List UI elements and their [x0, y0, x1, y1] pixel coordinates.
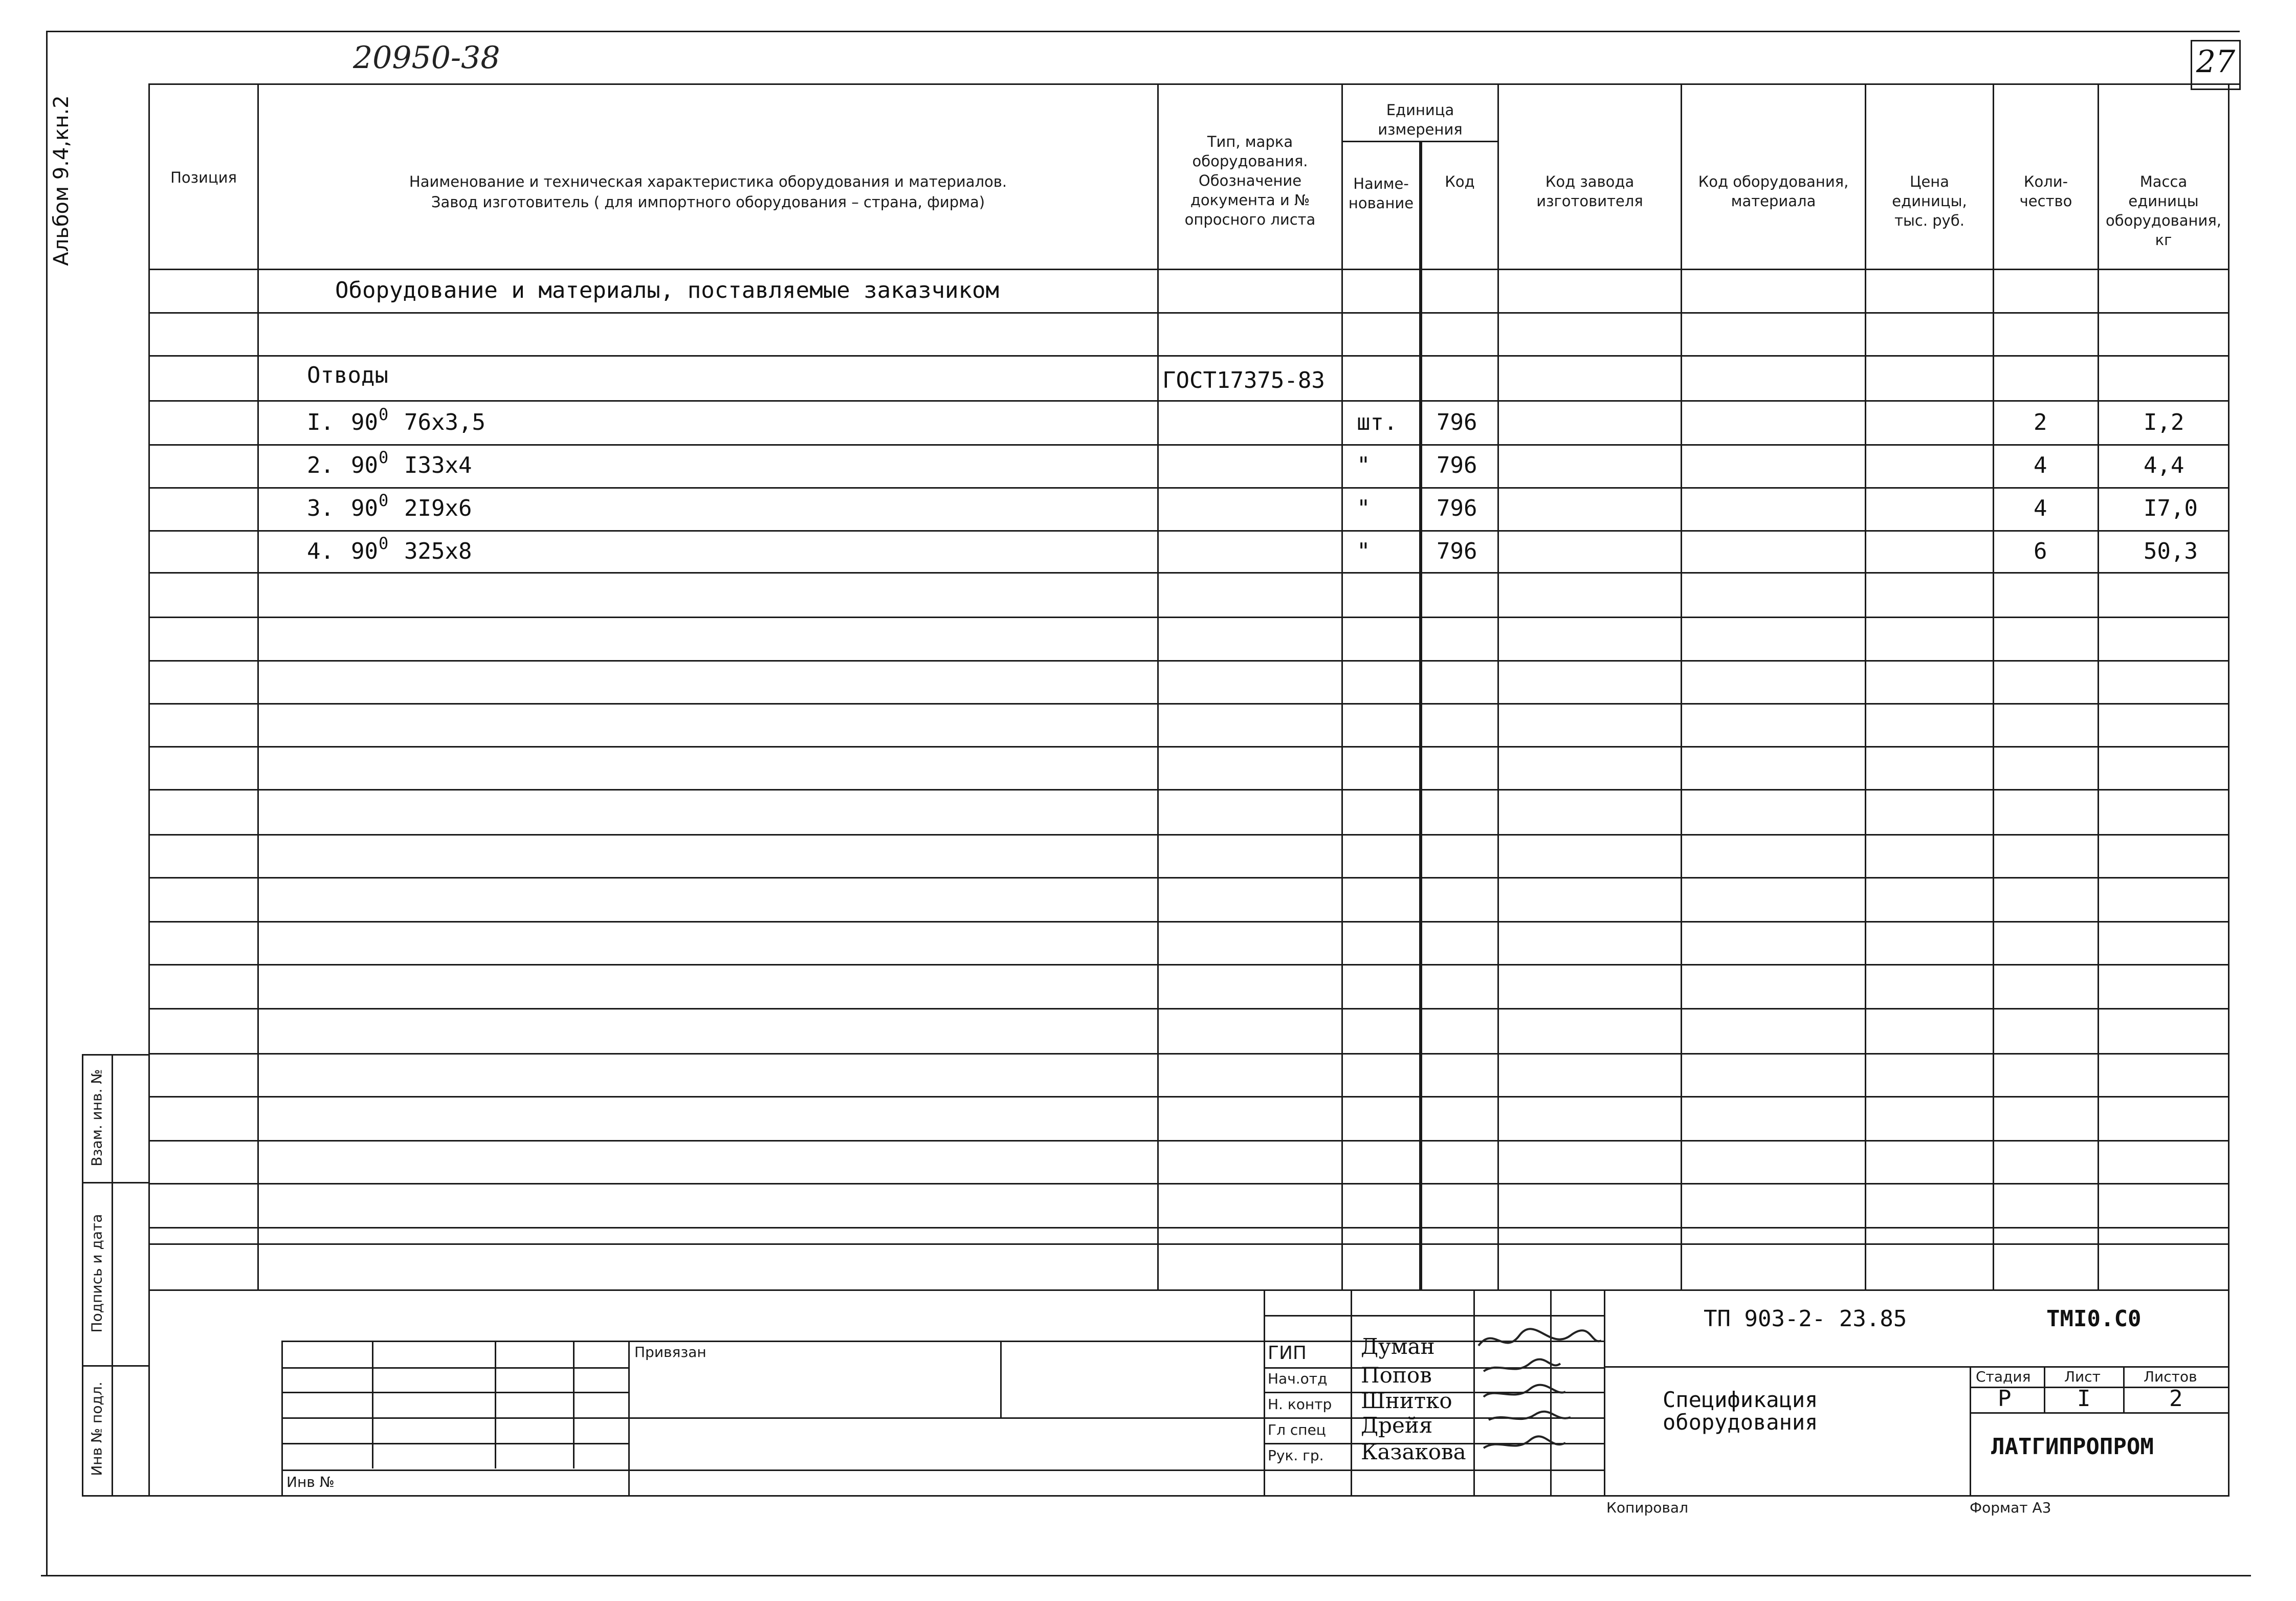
privyazan-line	[281, 1341, 1266, 1342]
row-angle: 90	[351, 495, 378, 521]
frame-bottom-line	[41, 1575, 2251, 1576]
header-price	[1866, 172, 1993, 230]
row-quantity: 6	[2034, 538, 2047, 564]
row-unit: шт.	[1357, 409, 1398, 435]
header-mass	[2099, 172, 2228, 250]
header-plant-code-line: Код завода	[1545, 173, 1635, 190]
header-type-line: опросного листа	[1184, 211, 1316, 228]
header-mass-line: Масса	[2139, 173, 2188, 190]
stage-col-line	[2123, 1366, 2125, 1412]
format-label: Формат А3	[1970, 1499, 2051, 1516]
inv-no-label: Инв №	[286, 1474, 335, 1490]
row-quantity: 4	[2034, 452, 2047, 478]
signatures	[1473, 1315, 1606, 1494]
table-row-line	[148, 530, 2229, 532]
album-label: Альбом 9.4,кн.2	[50, 95, 73, 266]
col-line-position	[257, 83, 259, 1291]
header-plant-code	[1499, 172, 1681, 211]
doc-code: ТП 903-2- 23.85	[1704, 1306, 1907, 1332]
header-unit-group-line: Единица	[1386, 101, 1454, 119]
header-price-line: Цена	[1909, 173, 1950, 190]
table-row-line	[148, 312, 2229, 314]
row-size: 2I9x6	[404, 495, 472, 521]
table-row-line	[148, 1183, 2229, 1185]
doc-title-line2: оборудования	[1663, 1410, 1818, 1435]
row-unit: "	[1357, 538, 1371, 564]
row-degree: 0	[379, 491, 389, 510]
name-shnitko: Шнитко	[1361, 1388, 1452, 1413]
table-row-line	[148, 572, 2229, 574]
row-unit: "	[1357, 452, 1371, 478]
role-nach-otd: Нач.отд	[1268, 1370, 1328, 1387]
stage-block-left-line	[1970, 1366, 1971, 1495]
header-equipment-code	[1682, 172, 1865, 211]
name-duman: Думан	[1361, 1334, 1435, 1359]
side-stamp-mid-line	[112, 1054, 113, 1495]
frame-left-line	[46, 31, 48, 1576]
row-angle: 90	[351, 452, 378, 478]
col-line-type	[1341, 83, 1343, 1291]
privyazan-line	[281, 1470, 1266, 1471]
row-mass: 4,4	[2144, 452, 2184, 478]
table-row-line	[148, 660, 2229, 662]
table-top-line	[148, 83, 2241, 85]
stage-col-line	[2044, 1366, 2045, 1412]
row-mass: 50,3	[2144, 538, 2198, 564]
header-name-line2: Завод изготовитель ( для импортного оборудования – страна, фирма)	[431, 193, 985, 211]
table-row-line	[148, 487, 2229, 489]
title-block-top-line	[148, 1289, 2229, 1291]
header-plant-code-line: изготовителя	[1536, 192, 1643, 210]
role-ruk-gr: Рук. гр.	[1268, 1447, 1324, 1464]
bottom-border-line	[82, 1495, 2229, 1497]
table-row-line	[148, 746, 2229, 748]
name-kazakova: Казакова	[1361, 1439, 1466, 1464]
row-code: 796	[1437, 538, 1477, 564]
header-equipment-code-line: материала	[1731, 192, 1816, 210]
header-unit-code: Код	[1445, 173, 1475, 190]
signature-mark	[1489, 1412, 1571, 1420]
header-bottom-line	[148, 269, 2229, 270]
row-size: 325x8	[404, 538, 472, 564]
row-mass: I7,0	[2144, 495, 2198, 521]
signature-mark	[1484, 1359, 1560, 1371]
table-row-line	[148, 355, 2229, 357]
header-quantity	[1994, 172, 2098, 211]
table-row-line	[148, 703, 2229, 705]
sheet-number: 27	[2196, 44, 2236, 80]
doc-title-line1: Спецификация	[1663, 1387, 1818, 1412]
header-type	[1159, 132, 1341, 229]
side-label-inv-podl: Инв № подл.	[88, 1381, 105, 1476]
header-quantity-line: чество	[2019, 192, 2072, 210]
row-number: 3.	[307, 495, 334, 521]
privyazan-line	[281, 1417, 1266, 1419]
side-stamp-sep-line	[82, 1182, 150, 1183]
table-row-line	[148, 1243, 2229, 1245]
header-unit-name-line: нование	[1348, 194, 1414, 212]
privyazan-col	[573, 1341, 575, 1468]
header-price-line: единицы,	[1892, 192, 1967, 210]
privyazan-col	[1000, 1341, 1002, 1417]
header-type-line: документа и №	[1190, 191, 1310, 209]
table-row-line	[148, 834, 2229, 836]
inventory-number: 20950-38	[353, 40, 500, 76]
header-mass-line: кг	[2155, 231, 2172, 249]
row-degree: 0	[379, 534, 389, 553]
row-number: 2.	[307, 452, 334, 478]
role-gip: ГИП	[1268, 1343, 1307, 1364]
privyazan-col	[628, 1341, 630, 1495]
sheets-value: 2	[2169, 1386, 2183, 1412]
row-unit: "	[1357, 495, 1371, 521]
row-quantity: 2	[2034, 409, 2047, 435]
row-angle: 90	[351, 538, 378, 564]
row-angle: 90	[351, 409, 378, 435]
name-dreyya: Дрейя	[1361, 1413, 1433, 1438]
header-price-line: тыс. руб.	[1894, 212, 1964, 229]
table-row-line	[148, 921, 2229, 923]
table-row-line	[148, 1008, 2229, 1010]
col-line-equipment	[1865, 83, 1866, 1291]
header-type-line: Обозначение	[1198, 172, 1302, 189]
table-row-line	[148, 789, 2229, 791]
signature-mark	[1484, 1385, 1565, 1397]
row-code: 796	[1437, 452, 1477, 478]
row-code: 796	[1437, 495, 1477, 521]
frame-top-line	[46, 31, 2240, 32]
privyazan-col	[281, 1341, 283, 1495]
privyazan-line	[281, 1392, 629, 1393]
table-row-line	[148, 964, 2229, 966]
role-n-kontr: Н. контр	[1268, 1396, 1332, 1413]
row-degree: 0	[379, 405, 389, 424]
doc-mark: ТМI0.С0	[2046, 1306, 2142, 1332]
header-quantity-line: Коли-	[2023, 173, 2068, 190]
privyazan-col	[372, 1341, 373, 1468]
header-unit-name-line: Наиме-	[1353, 175, 1409, 192]
signature-mark	[1484, 1436, 1565, 1448]
header-mass-line: оборудования,	[2105, 212, 2222, 229]
copied-label: Копировал	[1606, 1499, 1688, 1516]
row-size: 76x3,5	[404, 409, 485, 435]
table-row-line	[148, 877, 2229, 879]
table-row-line	[148, 617, 2229, 618]
table-row-line	[148, 1140, 2229, 1142]
privyazan-line	[281, 1443, 629, 1444]
header-mass-line: единицы	[2128, 192, 2199, 210]
table-row-line	[148, 444, 2229, 446]
section-title: Оборудование и материалы, поставляемые заказчиком	[335, 277, 1000, 303]
row-degree: 0	[379, 448, 389, 467]
organization: ЛАТГИПРОПРОМ	[1991, 1434, 2154, 1460]
row-quantity: 4	[2034, 495, 2047, 521]
privyazan-col	[495, 1341, 496, 1468]
side-label-vzam: Взам. инв. №	[88, 1069, 105, 1167]
col-line-unit-code	[1497, 83, 1499, 1291]
sheets-label: Листов	[2144, 1368, 2197, 1385]
row-number: I.	[307, 409, 334, 435]
unit-group-line	[1341, 141, 1497, 142]
side-label-podpis: Подпись и дата	[88, 1214, 105, 1333]
header-unit-group	[1343, 100, 1497, 139]
role-gl-spec: Гл спец	[1268, 1421, 1326, 1438]
header-equipment-code-line: Код оборудования,	[1698, 173, 1849, 190]
row-size: I33x4	[404, 452, 472, 478]
row-code: 796	[1437, 409, 1477, 435]
side-stamp-left-line	[82, 1054, 83, 1495]
signature-mark	[1478, 1329, 1601, 1346]
name-popov: Попов	[1361, 1363, 1432, 1388]
table-row-line	[148, 400, 2229, 402]
col-line-qty	[2098, 83, 2099, 1291]
header-name-line1: Наименование и техническая характеристика оборудования и материалов.	[409, 173, 1007, 190]
group-title: Отводы	[307, 362, 388, 388]
header-type-line: Тип, марка	[1207, 133, 1293, 150]
header-unit-name	[1343, 174, 1419, 213]
col-line-name	[1157, 83, 1159, 1291]
group-standard: ГОСТ17375-83	[1162, 367, 1325, 393]
doc-code-bottom-line	[1604, 1366, 2229, 1368]
col-line-plant	[1681, 83, 1682, 1291]
table-row-line	[148, 1053, 2229, 1055]
privyazan-label: Привязан	[634, 1344, 707, 1361]
header-position: Позиция	[170, 169, 237, 186]
table-row-line	[148, 1227, 2229, 1229]
col-line-price	[1993, 83, 1994, 1291]
sheet-label: Лист	[2064, 1368, 2101, 1385]
side-stamp-right-line	[148, 1054, 150, 1495]
row-mass: I,2	[2144, 409, 2184, 435]
row-number: 4.	[307, 538, 334, 564]
header-unit-group-line: измерения	[1378, 121, 1463, 138]
header-type-line: оборудования.	[1192, 152, 1308, 170]
stage-value: Р	[1998, 1386, 2012, 1412]
table-row-line	[148, 1096, 2229, 1098]
sheet-value: I	[2077, 1386, 2091, 1412]
stage-label: Стадия	[1976, 1368, 2031, 1385]
privyazan-line	[281, 1367, 629, 1369]
